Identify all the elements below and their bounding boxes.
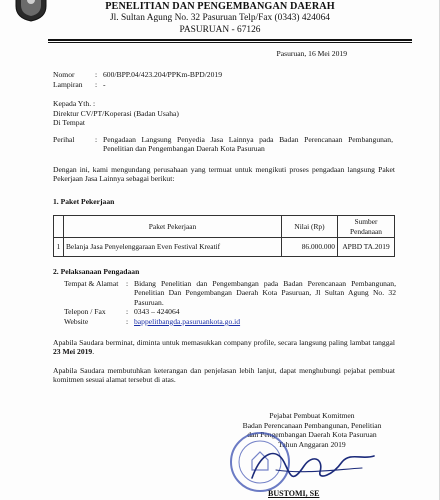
paket-table xyxy=(53,215,395,257)
section-title-pelaksanaan: 2. Pelaksanaan Pengadaan xyxy=(53,267,140,276)
letterhead-org-name: PENELITIAN DAN PENGEMBANGAN DAERAH xyxy=(105,1,335,12)
website-row xyxy=(64,317,396,326)
signer-title: Pejabat Pembuat Komitmen xyxy=(269,411,355,420)
cell-no: 1 xyxy=(54,238,64,257)
colon: : xyxy=(126,279,129,288)
recipient-name: Direktur CV/PT/Koperasi (Badan Usaha) xyxy=(53,108,179,118)
deadline-text: Apabila Saudara berminat, diminta untuk memasukkan company profile, secara langsung paling lambat tanggal xyxy=(53,338,395,347)
recipient-block xyxy=(53,99,179,128)
header-nilai: Nilai (Rp) xyxy=(282,216,338,238)
period: . xyxy=(92,347,95,357)
table-row xyxy=(54,238,395,257)
perihal-label: Perihal xyxy=(53,135,75,144)
opening-paragraph: Dengan ini, kami mengundang perusahaan yang termuat untuk mengikuti proses pengadaan langsung Paket Pekerjaan Jasa Lainnya sebagai berikut: xyxy=(53,165,395,184)
letterhead-address: Jl. Sultan Agung No. 32 Pasuruan Telp/Fax (0343) 424064 xyxy=(110,13,330,23)
colon: : xyxy=(95,80,98,89)
header-paket: Paket Pekerjaan xyxy=(64,216,282,238)
tempat-row xyxy=(64,279,396,307)
colon: : xyxy=(126,307,129,317)
letterhead-city: PASURUAN - 67126 xyxy=(179,25,261,35)
cell-paket: Belanja Jasa Penyelenggaraan Even Festival Kreatif xyxy=(64,238,282,257)
nomor-label: Nomor xyxy=(53,70,75,79)
handwritten-signature xyxy=(232,440,382,490)
cell-nilai: 86.000.000 xyxy=(282,238,338,257)
section-title-paket: 1. Paket Pekerjaan xyxy=(53,197,115,206)
colon: : xyxy=(95,70,98,79)
deadline-paragraph xyxy=(53,338,395,357)
telepon-row xyxy=(64,307,396,316)
deadline-date: 23 Mei 2019 xyxy=(53,347,93,357)
header-sumber: Sumber Pendanaan xyxy=(338,216,395,238)
recipient-location: Di Tempat xyxy=(53,118,86,127)
signer-name: BUSTOMI, SE xyxy=(268,489,320,498)
table-header-row xyxy=(54,216,395,238)
letterhead-rule-thin xyxy=(48,42,412,43)
pelaksanaan-block xyxy=(64,279,396,326)
tempat-label: Tempat & Alamat xyxy=(64,279,119,288)
cell-sumber: APBD TA.2019 xyxy=(338,238,395,257)
lampiran-row xyxy=(53,80,393,90)
signer-agency-line2: dan Pengembangan Daerah Kota Pasuruan xyxy=(247,430,377,439)
letter-meta xyxy=(53,70,393,90)
website-label: Website xyxy=(64,316,89,326)
contact-paragraph: Apabila Saudara membutuhkan keterangan dan penjelasan lebih lanjut, dapat menghubungi pejabat pembuat komitmen sesuai alamat tersebut di atas. xyxy=(53,366,395,385)
lampiran-label: Lampiran xyxy=(53,80,83,89)
perihal-value: Pengadaan Langsung Penyedia Jasa Lainnya pada Badan Perencanaan Pembangunan, Penelitian dan Pengembangan Daerah Kota Pasuruan xyxy=(103,135,393,154)
signer-agency-line1: Badan Perencanaan Pembangunan, Penelitian xyxy=(242,420,382,430)
header-no xyxy=(54,216,64,238)
lampiran-value: - xyxy=(103,80,106,89)
letterhead-rule-thick xyxy=(48,39,412,41)
colon: : xyxy=(126,316,129,326)
tempat-value: Bidang Penelitian dan Pengembangan pada Badan Perencanaan Pembangunan, Penelitian Dan Pengembangan Daerah Kota Pasuruan, Jl Sultan Agung No. 32 Pasuruan. xyxy=(134,279,396,307)
recipient-salutation: Kepada Yth. : xyxy=(53,99,96,108)
letterhead xyxy=(0,0,440,50)
letter-date: Pasuruan, 16 Mei 2019 xyxy=(276,49,347,58)
colon: : xyxy=(95,135,98,144)
nomor-value: 600/BPP.04/423.204/PPKm-BPD/2019 xyxy=(103,70,222,79)
telepon-label: Telepon / Fax xyxy=(64,307,106,317)
perihal-row xyxy=(53,135,393,154)
signer-fiscal-year: Tahun Anggaran 2019 xyxy=(278,439,346,449)
nomor-row xyxy=(53,70,393,80)
telepon-value: 0343 – 424064 xyxy=(134,307,180,317)
website-link[interactable]: bappelitbangda.pasuruankota.go.id xyxy=(134,316,241,326)
